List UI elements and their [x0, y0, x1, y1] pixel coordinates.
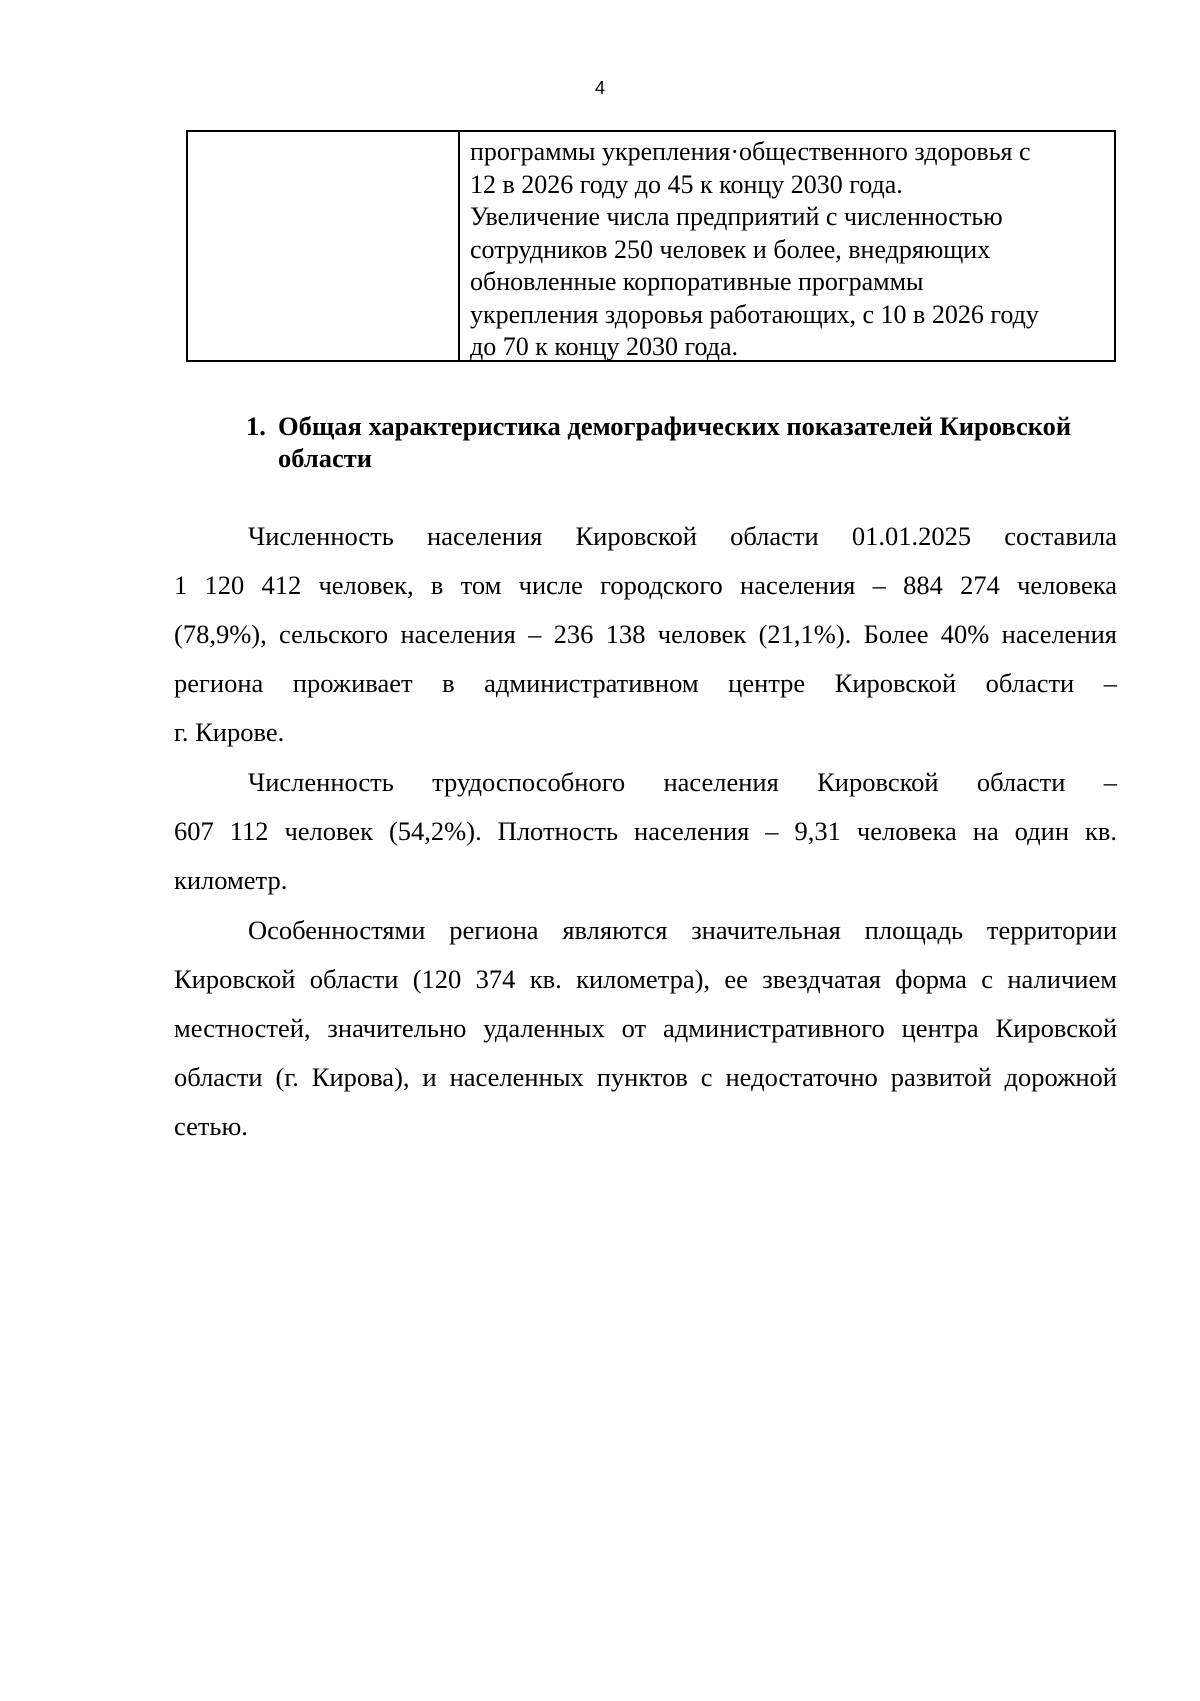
table-line: программы укрепления·общественного здоровья с [470, 137, 1031, 166]
section-heading [246, 410, 1126, 474]
paragraph-region-features [174, 906, 1117, 1151]
section-title-line-1: Общая характеристика демографических показателей Кировской [278, 411, 1072, 441]
paragraph-line: г. Кирове. [174, 717, 285, 747]
table-line: 12 в 2026 году до 45 к концу 2030 года. [470, 169, 903, 199]
paragraph-line: Кировской области (120 374 кв. километра), ее звездчатая форма с наличием [174, 964, 1117, 994]
table-line: обновленные корпоративные программы [470, 267, 924, 296]
table-line: укрепления здоровья работающих, с 10 в 2026 году [470, 299, 1039, 329]
paragraph-population [174, 512, 1117, 757]
paragraph-line: километр. [174, 865, 288, 895]
paragraph-line: местностей, значительно удаленных от административного центра Кировской [174, 1013, 1117, 1043]
paragraph-line: Численность трудоспособного населения Кировской области – [248, 767, 1117, 797]
table-cell-goals [460, 132, 1114, 360]
paragraph-line: (78,9%), сельского населения – 236 138 человек (21,1%). Более 40% населения [174, 619, 1117, 649]
paragraph-line: 607 112 человек (54,2%). Плотность населения – 9,31 человека на один кв. [174, 816, 1117, 846]
paragraph-line: сетью. [174, 1111, 248, 1141]
table-line: сотрудников 250 человек и более, внедряющих [470, 234, 991, 264]
paragraph-working-age [174, 758, 1117, 905]
table-line: Увеличение числа предприятий с численностью [470, 202, 1003, 231]
paragraph-line: Численность населения Кировской области 01.01.2025 составила [248, 521, 1117, 551]
paragraph-line: региона проживает в административном центре Кировской области – [174, 668, 1117, 698]
section-title-line-2: области [278, 443, 373, 473]
paragraph-line: области (г. Кирова), и населенных пунктов с недостаточно развитой дорожной [174, 1062, 1117, 1092]
section-number: 1. [246, 411, 266, 441]
table-cell-empty [188, 132, 460, 360]
paragraph-line: 1 120 412 человек, в том числе городского населения – 884 274 человека [174, 570, 1117, 600]
goals-table-fragment [186, 130, 1116, 362]
table-line: до 70 к концу 2030 года. [470, 332, 739, 361]
page-number: 4 [594, 78, 605, 98]
paragraph-line: Особенностями региона являются значительная площадь территории [248, 915, 1117, 945]
